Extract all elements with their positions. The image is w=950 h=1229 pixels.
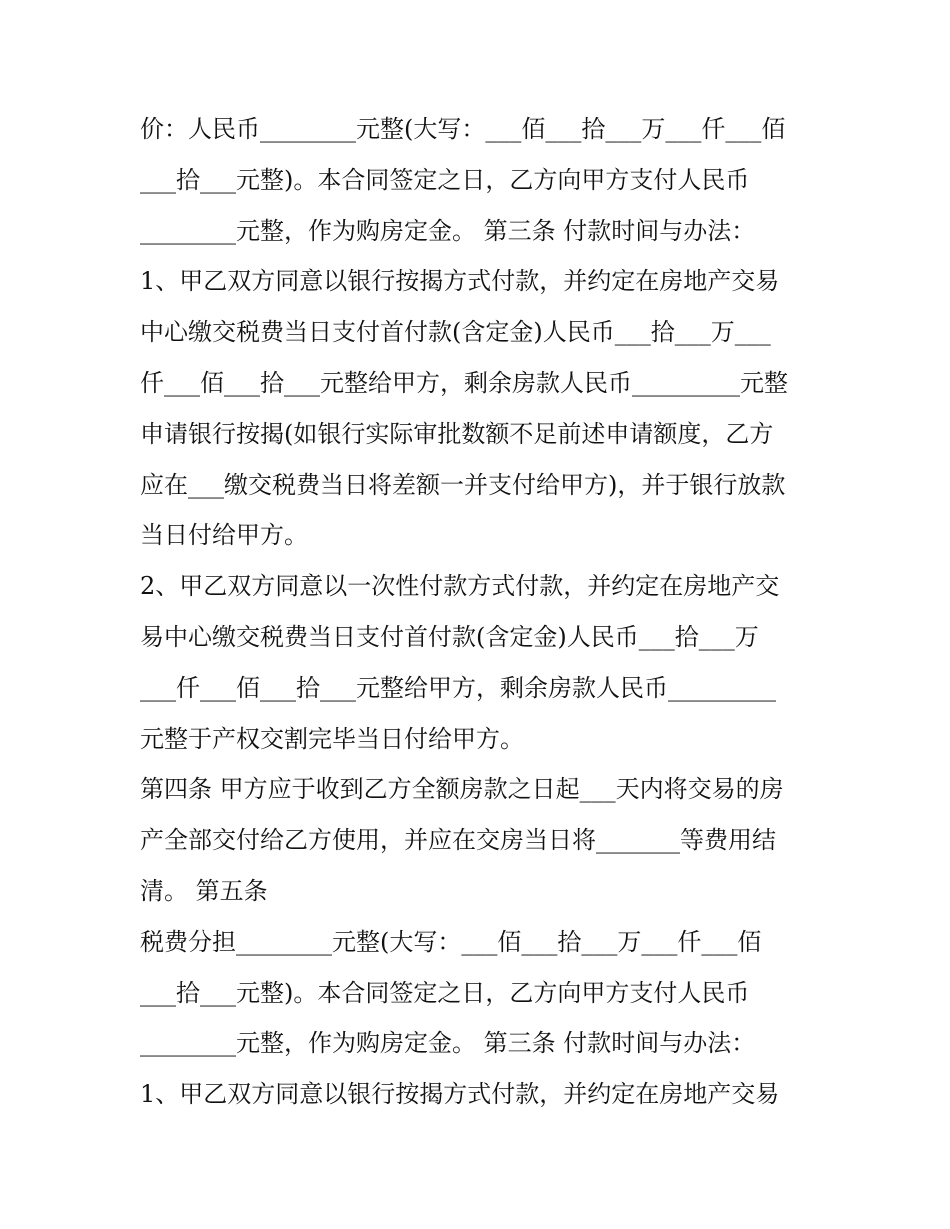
- text-line: 中心缴交税费当日支付首付款(含定金)人民币___拾___万___: [140, 318, 771, 347]
- text-line: 1、甲乙双方同意以银行按揭方式付款，并约定在房地产交易: [140, 1080, 780, 1109]
- text-line: ___仟___佰___拾___元整给甲方，剩余房款人民币_________: [140, 673, 776, 702]
- text-line: 1、甲乙双方同意以银行按揭方式付款，并约定在房地产交易: [140, 267, 780, 296]
- text-line: 应在___缴交税费当日将差额一并支付给甲方)，并于银行放款: [140, 470, 786, 499]
- text-line: 2、甲乙双方同意以一次性付款方式付款，并约定在房地产交: [140, 572, 780, 601]
- text-line: 价：人民币________元整(大写：___佰___拾___万___仟___佰: [140, 115, 786, 143]
- text-line: 元整于产权交割完毕当日付给甲方。: [140, 724, 524, 753]
- text-line: 产全部交付给乙方使用，并应在交房当日将_______等费用结: [140, 826, 776, 855]
- text-line: ___拾___元整)。本合同签定之日，乙方向甲方支付人民币: [140, 165, 750, 194]
- text-line: 申请银行按揭(如银行实际审批数额不足前述申请额度，乙方: [140, 419, 774, 448]
- text-line: 当日付给甲方。: [140, 521, 308, 550]
- contract-text-body: [140, 104, 820, 1120]
- text-line: ________元整，作为购房定金。 第三条 付款时间与办法：: [140, 1029, 756, 1058]
- text-line: 易中心缴交税费当日支付首付款(含定金)人民币___拾___万: [140, 622, 759, 651]
- text-line: ___拾___元整)。本合同签定之日，乙方向甲方支付人民币: [140, 978, 750, 1007]
- text-line: 第四条 甲方应于收到乙方全额房款之日起___天内将交易的房: [140, 775, 784, 804]
- text-line: 税费分担________元整(大写：___佰___拾___万___仟___佰: [140, 927, 762, 956]
- text-line: ________元整，作为购房定金。 第三条 付款时间与办法：: [140, 216, 756, 245]
- text-line: 清。 第五条: [140, 876, 268, 905]
- text-line: 仟___佰___拾___元整给甲方，剩余房款人民币_________元整: [140, 368, 788, 397]
